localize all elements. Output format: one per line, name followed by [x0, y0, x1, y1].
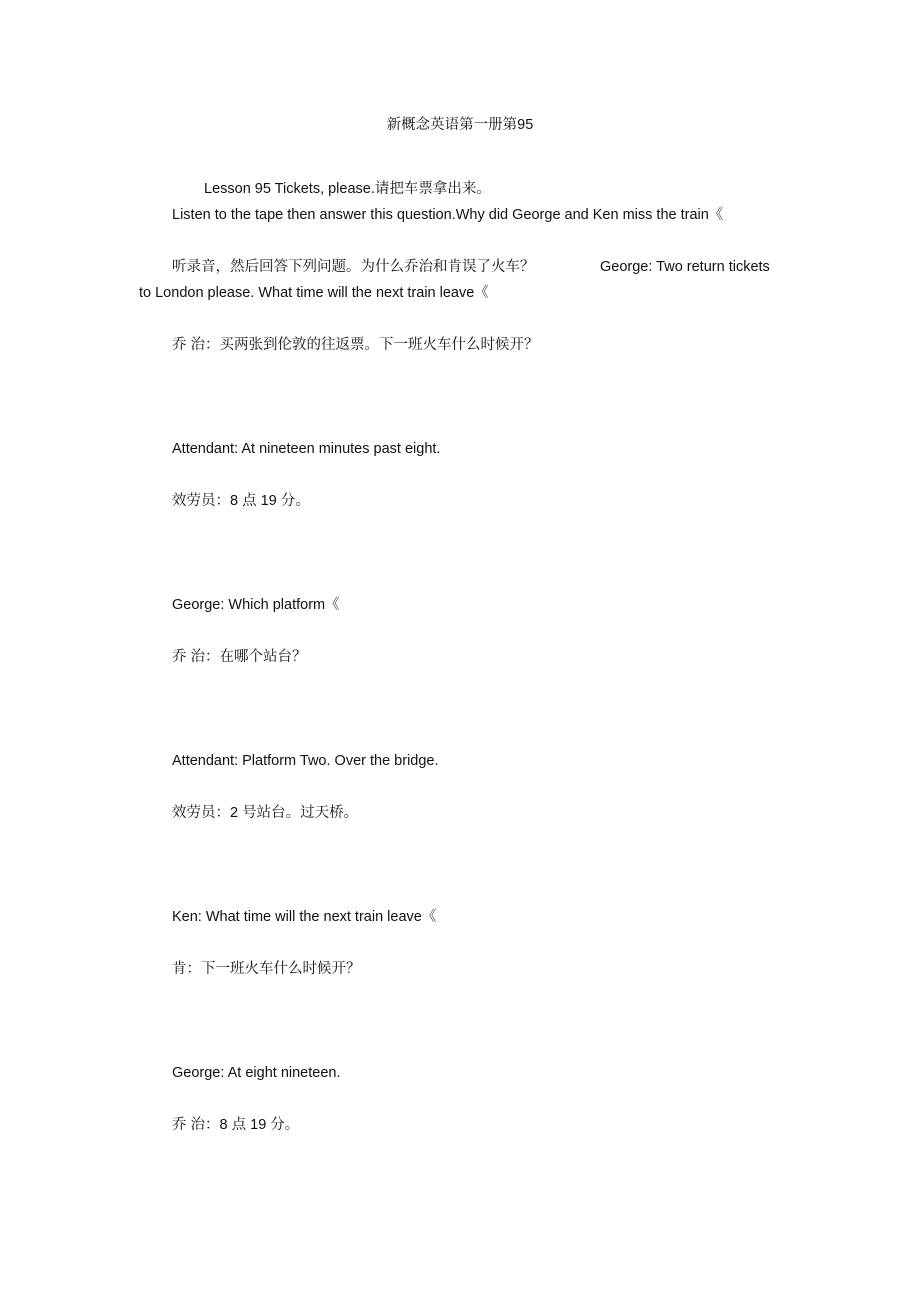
- text-line: 乔 治：8 点 19 分。: [172, 1117, 300, 1133]
- text-line: Listen to the tape then answer this question.Why did George and Ken miss the train《: [172, 207, 724, 223]
- text-line: 乔 治：在哪个站台？: [172, 649, 307, 665]
- text-line: George: Which platform《: [172, 597, 340, 613]
- text-line: Ken: What time will the next train leave《: [172, 909, 437, 925]
- text-line: to London please. What time will the next train leave《: [139, 285, 489, 301]
- document-title: 新概念英语第一册第95: [386, 117, 534, 133]
- text-line: 乔 治：买两张到伦敦的往返票。下一班火车什么时候开？: [172, 337, 539, 353]
- text-line: George: At eight nineteen.: [172, 1065, 341, 1081]
- text-line: George: Two return tickets: [600, 259, 770, 275]
- text-line: 效劳员：2 号站台。过天桥。: [172, 805, 359, 821]
- text-line: 听录音，然后回答下列问题。为什么乔治和肯误了火车？: [172, 259, 535, 275]
- text-line: Attendant: At nineteen minutes past eight.: [172, 441, 441, 457]
- lesson-heading: Lesson 95 Tickets, please.请把车票拿出来。: [204, 181, 491, 197]
- text-line: Attendant: Platform Two. Over the bridge.: [172, 753, 439, 769]
- text-line: 效劳员：8 点 19 分。: [172, 493, 310, 509]
- text-line: 肯：下一班火车什么时候开？: [172, 961, 361, 977]
